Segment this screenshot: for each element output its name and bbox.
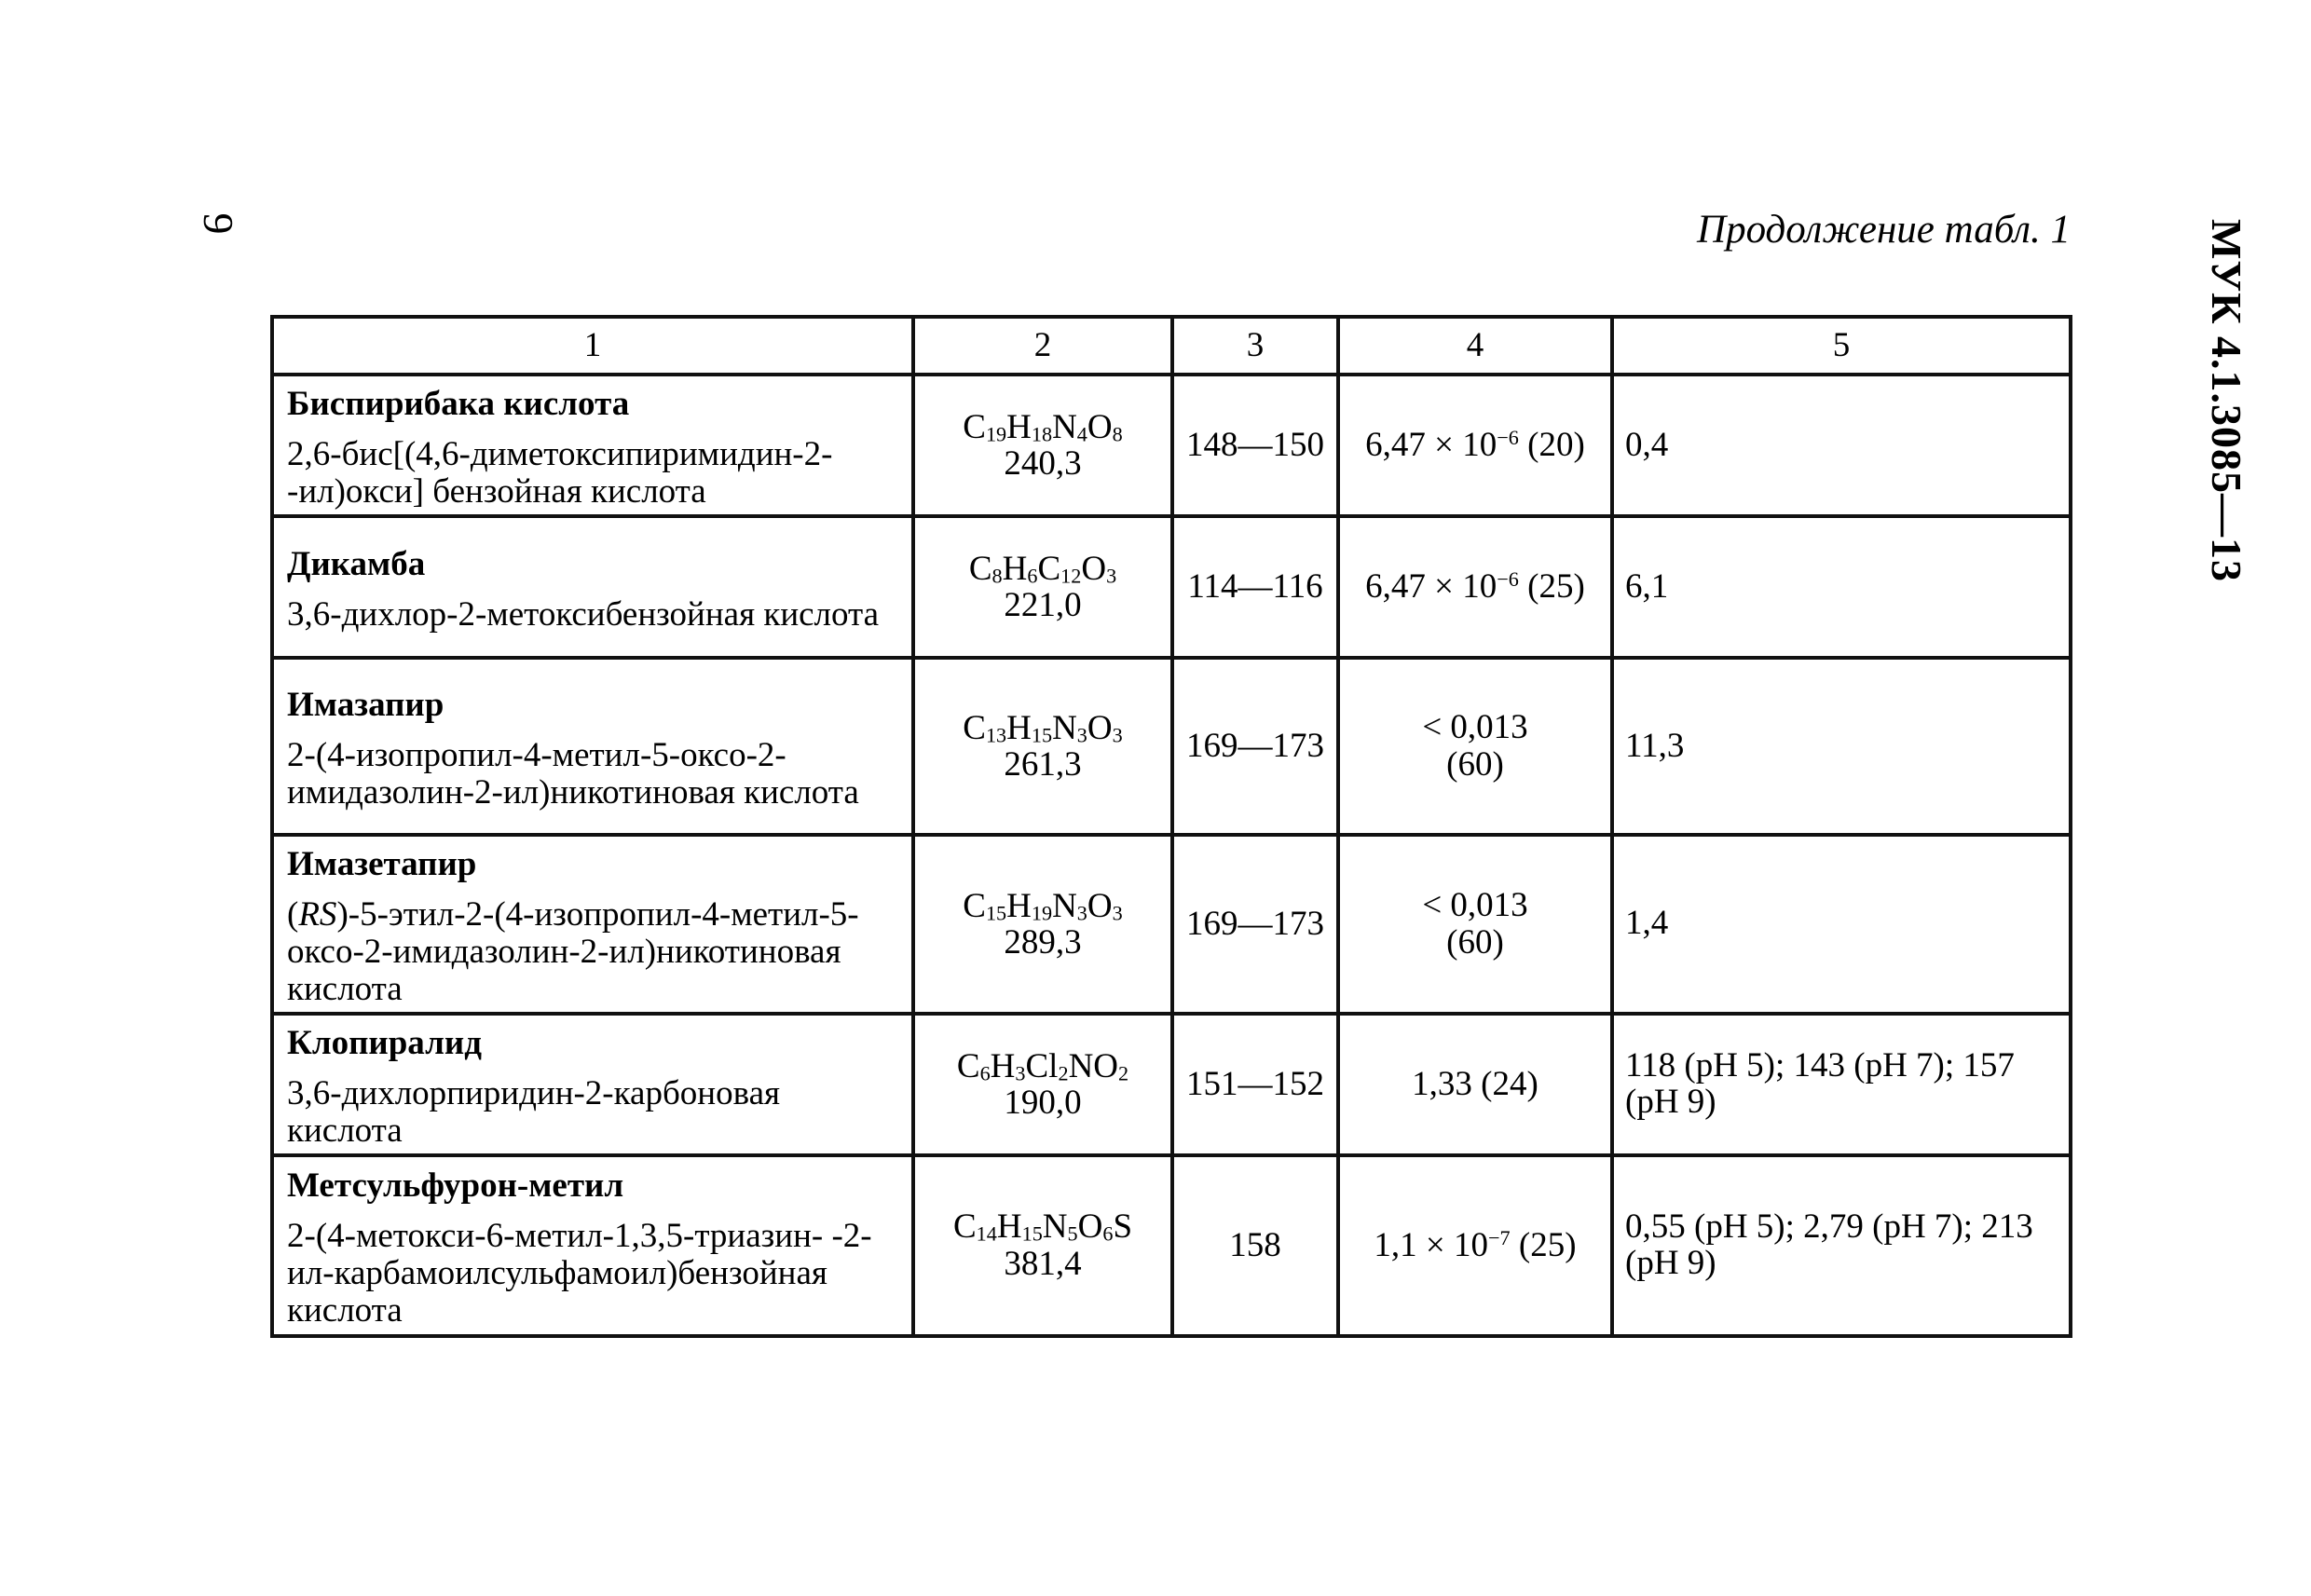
substance-cell <box>272 1155 913 1336</box>
column-header-1: 1 <box>272 317 913 375</box>
column-5-value: 11,3 <box>1612 658 2071 835</box>
substance-name: Имазапир <box>287 686 444 725</box>
molecular-formula: $C_{19}H_{18}N_4O_8$ <box>963 407 1123 446</box>
molar-mass: 190,0 <box>1004 1083 1082 1122</box>
chemical-name: 3,6-дихлорпиридин-2-карбоновая кислота <box>287 1073 781 1150</box>
substance-name: Метсульфурон-метил <box>287 1166 624 1205</box>
substance-cell <box>272 516 913 658</box>
formula-cell <box>913 1155 1172 1336</box>
table-row <box>272 375 2071 516</box>
table-row <box>272 658 2071 835</box>
column-5-value: 6,1 <box>1612 516 2071 658</box>
substance-name: Клопиралид <box>287 1023 482 1062</box>
column-4-value: $6,47 \times 10^{-6}$ (25) <box>1338 516 1612 658</box>
column-header-3: 3 <box>1172 317 1338 375</box>
molecular-formula: $C_6H_3Cl_2NO_2$ <box>956 1046 1129 1085</box>
page-number: 9 <box>195 212 243 235</box>
substance-cell <box>272 658 913 835</box>
chemical-name: 3,6-дихлор-2-метоксибензойная кислота <box>287 595 880 634</box>
molecular-formula: $C_{15}H_{19}N_3O_3$ <box>963 886 1123 925</box>
column-5-value: 1,4 <box>1612 835 2071 1014</box>
substance-name: Биспирибака кислота <box>287 385 630 424</box>
formula-cell <box>913 516 1172 658</box>
molar-mass: 221,0 <box>1004 586 1082 624</box>
column-4-value: < 0,013 (60) <box>1338 835 1612 1014</box>
column-5-value: 0,4 <box>1612 375 2071 516</box>
molar-mass: 261,3 <box>1004 745 1082 784</box>
melting-point: 151—152 <box>1172 1014 1338 1155</box>
column-header-2: 2 <box>913 317 1172 375</box>
column-4-value: 1,33 (24) <box>1338 1014 1612 1155</box>
chemical-name: (RS)-5-этил-2-(4-изопропил-4-метил-5-оксо-2-имидазолин-2-ил)никотиновая кислота <box>287 894 859 1008</box>
molar-mass: 240,3 <box>1004 444 1082 483</box>
molecular-formula: $C_8H_6C_{12}O_3$ <box>968 549 1117 588</box>
formula-cell <box>913 1014 1172 1155</box>
chemical-name: 2-(4-метокси-6-метил-1,3,5-триазин- -2-ил-карбамоилсульфамоил)бензойная кислота <box>287 1216 872 1330</box>
column-header-4: 4 <box>1338 317 1612 375</box>
substance-name: Дикамба <box>287 545 426 584</box>
substance-cell <box>272 1014 913 1155</box>
table-row <box>272 1014 2071 1155</box>
column-5-value: 0,55 (pH 5); 2,79 (pH 7); 213 (pH 9) <box>1612 1155 2071 1336</box>
column-4-value: $1,1 \times 10^{-7}$ (25) <box>1338 1155 1612 1336</box>
column-5-value: 118 (pH 5); 143 (pH 7); 157 (pH 9) <box>1612 1014 2071 1155</box>
header-row <box>272 317 2071 375</box>
chemical-name: 2,6-бис[(4,6-диметоксипиримидин-2- -ил)окси] бензойная кислота <box>287 435 833 511</box>
substance-cell <box>272 835 913 1014</box>
table-continuation-label: Продолжение табл. 1 <box>1697 208 2071 252</box>
substance-name: Имазетапир <box>287 845 477 883</box>
formula-cell <box>913 658 1172 835</box>
melting-point: 158 <box>1172 1155 1338 1336</box>
melting-point: 148—150 <box>1172 375 1338 516</box>
formula-cell <box>913 375 1172 516</box>
molar-mass: 289,3 <box>1004 922 1082 962</box>
melting-point: 169—173 <box>1172 835 1338 1014</box>
melting-point: 169—173 <box>1172 658 1338 835</box>
chemical-name: 2-(4-изопропил-4-метил-5-оксо-2-имидазолин-2-ил)никотиновая кислота <box>287 736 859 812</box>
table-row <box>272 835 2071 1014</box>
table-row <box>272 1155 2071 1336</box>
melting-point: 114—116 <box>1172 516 1338 658</box>
molecular-formula: $C_{14}H_{15}N_5O_6S$ <box>952 1207 1133 1247</box>
column-4-value: $6,47 \times 10^{-6}$ (20) <box>1338 375 1612 516</box>
formula-cell <box>913 835 1172 1014</box>
document-code: МУК 4.1.3085—13 <box>2203 218 2251 583</box>
column-4-value: < 0,013 (60) <box>1338 658 1612 835</box>
column-header-5: 5 <box>1612 317 2071 375</box>
properties-table <box>270 315 2072 1338</box>
substance-cell <box>272 375 913 516</box>
molar-mass: 381,4 <box>1004 1244 1082 1283</box>
molecular-formula: $C_{13}H_{15}N_3O_3$ <box>963 708 1123 747</box>
table-row <box>272 516 2071 658</box>
